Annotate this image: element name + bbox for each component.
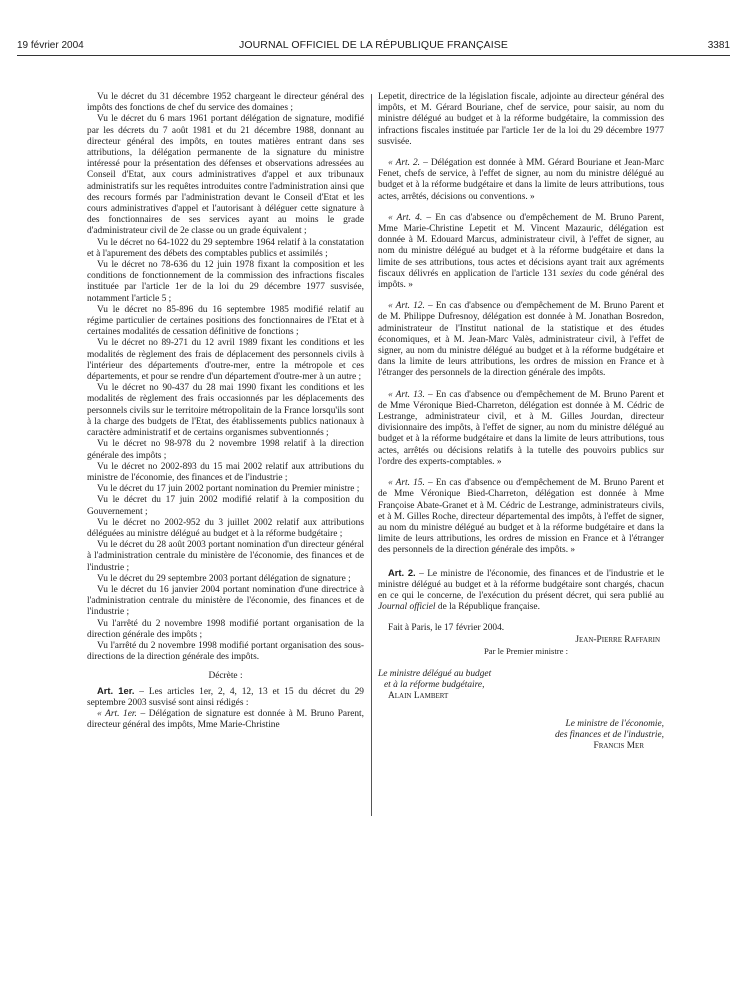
header-rule <box>17 55 730 56</box>
page-number: 3381 <box>707 40 730 51</box>
quoted-article-2 <box>378 158 664 203</box>
article-2 <box>378 567 664 614</box>
visa-paragraph: Vu le décret no 98-978 du 2 novembre 1998 relatif à la direction générale des impôts ; <box>87 439 364 461</box>
visa-paragraph: Vu le décret du 29 septembre 2003 portant délégation de signature ; <box>97 573 351 584</box>
quoted-article-4 <box>378 213 664 291</box>
visa-paragraph: Vu le décret no 78-636 du 12 juin 1978 fixant la composition et les conditions de fonctionnement de la commission des infractions fiscales instituée par l'article 1er de la loi du 29 décembre 1977 susvisée, notamment l'article 5 ; <box>87 260 364 304</box>
visa-paragraph: Vu le décret du 17 juin 2002 modifié relatif à la composition du Gouvernement ; <box>87 495 364 517</box>
quoted-article-4-text-b: du code général des impôts. » <box>378 268 665 291</box>
visa-paragraph: Vu le décret du 6 mars 1961 portant délégation de signature, modifié par les décrets du 7 août 1981 et du 21 décembre 1988, donnant au directeur général des impôts, en toutes matières entrant dans ses attributions, la délégation permanente de la signature du ministre intéressé pour la présentation des défenses et observations adressées au Conseil d'Etat, aux cours administratives d'appel et aux tribunaux administratifs sur les requêtes introduites contre l'administration ainsi que des recours formés par l'administration devant le Conseil d'Etat et les cours administratives d'appel et l'autorisant à déléguer cette signature à des fonctionnaires de ses services ayant au moins le grade d'administrateur civil de 2e classe ou un grade équivalent ; <box>87 114 364 237</box>
budget-minister-name: Alain Lambert <box>388 691 449 702</box>
quoted-article-4-text-a: – En cas d'absence ou d'empêchement de M. Bruno Parent, Mme Marie-Christine Lepetit et M. Vincent Mazauric, délégation est donnée à M. Edouard Marcus, administrateur civil, à l'effet de signer, au nom du ministre délégué au budget et à la réforme budgétaire et dans la limite de ses attributions, tous actes et décisions ayant trait aux agréments fiscaux délivrés en application de l'article 131 <box>378 212 665 279</box>
left-column <box>87 92 364 731</box>
quoted-article-13-text: – En cas d'absence ou d'empêchement de M. Bruno Parent et de Mme Véronique Bied-Charreton, délégation est donnée à M. Cédric de Lestrange, administrateur civil, et à M. Gilles Jourdan, directeur divisionnaire des impôts, à l'effet de signer, au nom du ministre délégué au budget et à la réforme budgétaire et dans la limite de leurs attributions, tous actes, arrêtés ou décisions relatifs à la tutelle des pouvoirs publics sur l'ordre des experts-comptables. » <box>378 389 664 467</box>
budget-minister-role-2: et à la réforme budgétaire, <box>384 680 485 691</box>
article-2-text-b: de la République française. <box>435 602 540 613</box>
visa-paragraph: Vu le décret no 64-1022 du 29 septembre 1964 relatif à la constatation et à l'apurement des débets des comptables publics et assimilés ; <box>87 237 364 259</box>
quoted-article-15-label: « Art. 15. <box>388 478 425 489</box>
article-2-text-a: – Le ministre de l'économie, des finances et de l'industrie et le ministre délégué au budget et à la réforme budgétaire sont chargés, chacun en ce qui le concerne, de l'exécution du présent décret, qui sera publié au <box>378 568 664 601</box>
visa-paragraph: Vu le décret no 89-271 du 12 avril 1989 fixant les conditions et les modalités de règlement des frais de déplacement des personnels civils à l'intérieur des départements d'outre-mer, entre la métropole et ces départements, et pour se rendre d'un département d'outre-mer à un autre ; <box>87 338 364 383</box>
journal-title: JOURNAL OFFICIEL DE LA RÉPUBLIQUE FRANÇAISE <box>239 39 508 51</box>
quoted-article-12-label: « Art. 12. <box>388 301 425 312</box>
quoted-article-15 <box>378 478 664 556</box>
article-1 <box>87 685 364 709</box>
article-1-text: – Les articles 1er, 2, 4, 12, 13 et 15 du décret du 29 septembre 2003 susvisé sont ainsi rédigés : <box>87 686 364 708</box>
quoted-article-1-label: « Art. 1er. <box>97 708 137 719</box>
continued-paragraph: Lepetit, directrice de la législation fiscale, adjointe au directeur général des impôts, et M. Gérard Bouriane, chef de service, pour saisir, au nom du ministre délégué au budget et à la réforme budgétaire, la commission des infractions fiscales instituée par l'article 1er de la loi du 29 décembre 1977 susvisée. <box>378 92 664 147</box>
issue-date: 19 février 2004 <box>17 40 84 51</box>
quoted-article-2-label: « Art. 2. <box>388 158 421 169</box>
visa-paragraph: Vu le décret no 2002-952 du 3 juillet 2002 relatif aux attributions déléguées au ministre délégué au budget et à la réforme budgétaire ; <box>87 517 364 539</box>
quoted-article-2-text: – Délégation est donnée à MM. Gérard Bouriane et Jean-Marc Fenet, chefs de service, à l'effet de signer, au nom du ministre délégué au budget et à la réforme budgétaire et dans la limite de leurs attributions, tous actes, arrêtés, décisions ou conventions. » <box>378 158 664 202</box>
visa-paragraph: Vu le décret no 90-437 du 28 mai 1990 fixant les conditions et les modalités de règlement des frais occasionnés par les déplacements des personnels civils sur le territoire métropolitain de la France lorsqu'ils sont à la charge des budgets de l'Etat, des établissements publics nationaux à caractère administratif et de certains organismes subventionnés ; <box>87 383 364 439</box>
economy-minister-role-2: des finances et de l'industrie, <box>554 729 664 740</box>
quoted-article-12 <box>378 301 664 379</box>
visa-paragraph: Vu le décret du 17 juin 2002 portant nomination du Premier ministre ; <box>97 484 360 495</box>
visa-paragraph: Vu l'arrêté du 2 novembre 1998 modifié portant organisation des sous-directions de la direction générale des impôts. <box>87 640 364 663</box>
signature-date: Fait à Paris, le 17 février 2004. <box>388 623 505 634</box>
economy-minister-name: Francis Mer <box>593 740 644 751</box>
quoted-article-1-text: – Délégation de signature est donnée à M. Bruno Parent, directeur général des impôts, Mme Marie-Christine <box>87 708 364 731</box>
article-2-italic: Journal officiel <box>378 602 436 613</box>
visa-paragraph: Vu le décret du 31 décembre 1952 chargeant le directeur général des impôts des fonctions de chef du service des domaines ; <box>87 92 364 114</box>
quoted-article-1 <box>87 709 364 731</box>
visa-paragraph: Vu le décret du 16 janvier 2004 portant nomination d'une directrice à l'administration centrale du ministère de l'économie, des finances et de l'industrie ; <box>87 584 364 618</box>
decrete-heading: Décrète : <box>208 671 243 682</box>
right-column <box>378 92 664 752</box>
visa-paragraph: Vu le décret no 85-896 du 16 septembre 1985 modifié relatif au régime particulier de certaines positions des fonctionnaires de l'Etat et à certaines modalités de cessation définitive de fonctions ; <box>87 304 364 338</box>
quoted-article-12-text: – En cas d'absence ou d'empêchement de M. Bruno Parent et de M. Philippe Dufresnoy, délégation est donnée à M. Jonathan Bosredon, administrateur de l'Institut national de la statistique et des études économiques, et à M. Jean-Marc Valès, administrateur civil, à l'effet de signer, au nom du ministre délégué au budget et à la réforme budgétaire et dans la limite de leurs attributions, les ordres de mission en France et à l'étranger des personnels de la direction générale des impôts. <box>378 301 664 379</box>
budget-minister-signature <box>378 669 664 703</box>
by-prime-minister: Par le Premier ministre : <box>483 645 568 656</box>
economy-minister-signature <box>378 719 664 753</box>
visa-paragraph: Vu l'arrêté du 2 novembre 1998 modifié portant organisation de la direction générale des impôts ; <box>87 618 364 640</box>
quoted-article-13 <box>378 390 664 468</box>
prime-minister-signature: Jean-Pierre Raffarin <box>575 634 660 645</box>
quoted-article-15-text: – En cas d'absence ou d'empêchement de M. Bruno Parent et de Mme Véronique Bied-Charreton, délégation est donnée à Mme Françoise Abate-Granet et à M. Cédric de Lestrange, administrateurs civils, et à M. Gilles Roche, directeur départemental des impôts, à l'effet de signer, au nom du ministre délégué au budget et à la réforme budgétaire et dans la limite de leurs attributions, les ordres de mission en France et à l'étranger des personnels de la direction générale des impôts. » <box>378 478 664 556</box>
article-1-label: Art. 1er. <box>97 684 135 696</box>
quoted-article-13-label: « Art. 13. <box>388 389 425 400</box>
column-divider <box>371 94 372 816</box>
visa-paragraph: Vu le décret du 28 août 2003 portant nomination d'un directeur général à l'administration centrale du ministère de l'économie, des finances et de l'industrie ; <box>87 540 364 573</box>
economy-minister-role-1: Le ministre de l'économie, <box>565 718 664 729</box>
quoted-article-4-italic: sexies <box>560 268 583 279</box>
visa-paragraph: Vu le décret no 2002-893 du 15 mai 2002 relatif aux attributions du ministre de l'économie, des finances et de l'industrie ; <box>87 461 364 483</box>
page-header <box>17 38 730 54</box>
quoted-article-4-label: « Art. 4. <box>388 212 423 223</box>
article-2-label: Art. 2. <box>388 566 416 578</box>
budget-minister-role-1: Le ministre délégué au budget <box>378 668 492 679</box>
